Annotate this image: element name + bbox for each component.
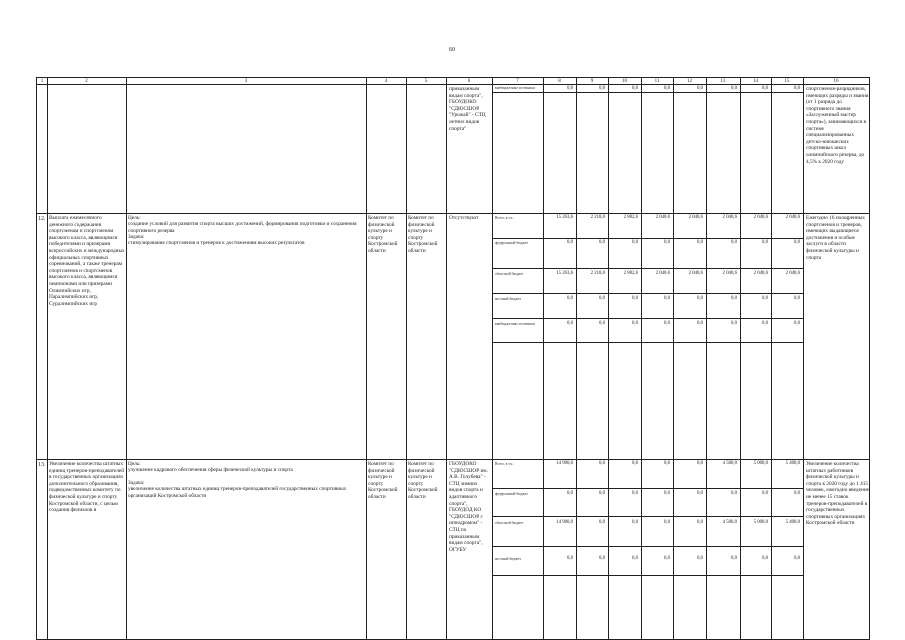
col-border-left xyxy=(36,77,37,640)
row13-value: 0,0 xyxy=(731,556,737,561)
col-border-15 xyxy=(803,77,804,640)
row12-value: 2 882,6 xyxy=(623,215,638,220)
row12-value: 0,0 xyxy=(567,321,573,326)
row12-goal: создание условий для развития спорта высших достижений, формирования подготовки и сохранения спортивного резерва xyxy=(128,221,357,234)
row13-value: 0,0 xyxy=(599,491,605,496)
row13-value: 0,0 xyxy=(599,461,605,466)
row12-value: 0,0 xyxy=(794,321,800,326)
row12-value: 2 040,6 xyxy=(655,215,670,220)
row12-source-federal: федеральный бюджет xyxy=(495,241,529,245)
header-col-14: 14 xyxy=(753,79,758,84)
row13-value: 0,0 xyxy=(664,520,670,525)
header-col-1: 1 xyxy=(40,79,44,84)
row12-value: 0,0 xyxy=(567,240,573,245)
carry-value: 0,0 xyxy=(697,86,703,91)
row13-value: 0,0 xyxy=(697,520,703,525)
row12-sub-3 xyxy=(492,293,803,294)
row12-value: 0,0 xyxy=(762,240,768,245)
header-col-11: 11 xyxy=(654,79,660,84)
row12-event-name: Выплата ежемесячного денежного содержания спортсменам и спортсменам высокого класса, являющимся победителями и призерами всероссийских и международных официальных спортивных соревнований, а также тренерам спортсменов и спортсменов высокого класса, являющимся чемпионами или призерами Олимпийских игр, Паралимпийских игр, Сурдлимпийских игр xyxy=(49,215,125,307)
row12-value: 15 263,6 xyxy=(556,271,573,276)
carry-value: 0,0 xyxy=(794,86,800,91)
row13-value: 14 900,0 xyxy=(556,520,573,525)
row13-value: 0,0 xyxy=(599,520,605,525)
row13-participants: ГБОУДОКО "СДЮСШОР им. А.В. Голубева" - СТЦ зимних видов спорта и адаптивного спорта", ГБОУДОД КО "СДЮСШОР с ипподромом" - СТЦ по приказанным видам спорта", ОГУБУ xyxy=(449,461,488,553)
row12-indicator: Ежегодно 16 поощренных спортсменов и тренеров, имеющих выдающиеся достижения и особые заслуги в области физической культуры и спорта xyxy=(806,215,865,261)
row13-sub-1 xyxy=(492,488,803,489)
row13-value: 5 400,0 xyxy=(785,520,800,525)
row13-task: увеличение количества штатных единиц тренеров-преподавателей государственных спортивных организаций Костромской области xyxy=(128,486,347,499)
carry-executor: приказанным видам спорта", ГБОУДОКО "СДЮСШОР "Урожай" - СТЦ летних видов спорта" xyxy=(449,86,486,132)
row12-value: 2 218,0 xyxy=(590,215,605,220)
row12-value: 15 263,6 xyxy=(556,215,573,220)
row12-value: 2 040,6 xyxy=(785,271,800,276)
carry-value: 0,0 xyxy=(567,86,573,91)
carry-indicator: спортсменов-разрядников, имеющих разряды и звания (от 1 разряда до спортивного звания «Заслуженный мастер спорта»), занимающихся в системе специализированных детско-юношеских спортивных школ олимпийского резерва, до 4,5% к 2020 году xyxy=(806,86,869,165)
row13-top-border xyxy=(36,459,870,460)
row12-value: 0,0 xyxy=(697,321,703,326)
row13-value: 0,0 xyxy=(697,556,703,561)
carry-sub-1 xyxy=(492,92,803,93)
carry-value: 0,0 xyxy=(664,86,670,91)
row12-participants: Отсутствуют xyxy=(449,215,479,221)
row12-value: 0,0 xyxy=(762,321,768,326)
header-col-12: 12 xyxy=(687,79,692,84)
header-col-5: 5 xyxy=(424,79,428,84)
row13-value: 0,0 xyxy=(794,491,800,496)
row12-task: стимулирование спортсменов и тренеров к достижениям высоких результатов xyxy=(128,240,305,246)
row13-value: 5 400,0 xyxy=(785,461,800,466)
header-col-13: 13 xyxy=(720,79,726,84)
row12-value: 0,0 xyxy=(632,296,638,301)
row12-value: 0,0 xyxy=(599,296,605,301)
row13-value: 5 000,0 xyxy=(753,461,768,466)
row12-sub-4 xyxy=(492,318,803,319)
row13-responsible: Комитет по физической культуре и спорту Костромской области xyxy=(368,461,398,500)
row13-value: 0,0 xyxy=(664,491,670,496)
row13-indicator: Увеличение количества штатных работников физической культуры и спорта к 2020 году до 1 415 человек, ежегодно введение не менее 15 ставок тренеров-преподавателей в государственных спортивных организациях Костромской области xyxy=(806,461,869,527)
row12-value: 2 040,6 xyxy=(688,271,703,276)
row12-value: 0,0 xyxy=(664,321,670,326)
page-number: 60 xyxy=(449,47,455,53)
row12-value: 0,0 xyxy=(697,296,703,301)
header-col-2: 2 xyxy=(85,79,88,84)
header-col-7: 7 xyxy=(516,79,519,84)
row12-sub-2 xyxy=(492,268,803,269)
row13-value: 0,0 xyxy=(697,461,703,466)
col-border-1 xyxy=(47,77,48,640)
header-col-15: 15 xyxy=(784,79,790,84)
row13-value: 14 900,0 xyxy=(556,461,573,466)
row12-value: 0,0 xyxy=(599,321,605,326)
header-col-4: 4 xyxy=(384,79,388,84)
row13-source-local: местный бюджет xyxy=(495,557,522,561)
header-col-8: 8 xyxy=(558,79,561,84)
row12-responsible: Комитет по физической культуре и спорту Костромской области xyxy=(368,215,398,254)
row12-source-total: Всего, в т.ч.: xyxy=(495,216,515,220)
row12-value: 2 040,6 xyxy=(753,215,768,220)
row12-source-extrabudget: внебюджетные источники xyxy=(495,322,535,326)
row13-sub-3 xyxy=(492,546,803,547)
header-col-6: 6 xyxy=(467,79,471,84)
row13-value: 0,0 xyxy=(632,556,638,561)
row13-value: 0,0 xyxy=(567,556,573,561)
row12-coexecutor: Комитет по физической культуре и спорту Костромской области xyxy=(408,215,438,254)
row13-value: 0,0 xyxy=(697,491,703,496)
header-bottom-border xyxy=(36,84,870,85)
row12-value: 2 040,6 xyxy=(753,271,768,276)
col-border-5 xyxy=(446,77,447,640)
row12-value: 2 040,6 xyxy=(722,271,737,276)
row13-value: 0,0 xyxy=(632,520,638,525)
row13-value: 0,0 xyxy=(599,556,605,561)
carry-source-label: внебюджетные источники xyxy=(495,86,535,90)
row12-value: 0,0 xyxy=(794,296,800,301)
row13-goal: улучшение кадрового обеспечения сферы физической культуры и спорта xyxy=(128,467,293,473)
row12-value: 2 040,6 xyxy=(785,215,800,220)
row13-value: 0,0 xyxy=(664,461,670,466)
row13-coexecutor: Комитет по физической культуре и спорту Костромской области xyxy=(408,461,438,500)
row13-value: 0,0 xyxy=(664,556,670,561)
carry-value: 0,0 xyxy=(731,86,737,91)
row13-value: 0,0 xyxy=(762,556,768,561)
row13-sub-2 xyxy=(492,516,803,517)
row12-goal-label: Цель: xyxy=(128,215,141,221)
row12-value: 2 882,6 xyxy=(623,271,638,276)
row12-value: 2 040,6 xyxy=(655,271,670,276)
row12-value: 0,0 xyxy=(632,321,638,326)
row13-source-regional: областной бюджет xyxy=(495,521,524,525)
row12-task-label: Задача: xyxy=(128,234,145,240)
row12-sub-5 xyxy=(492,342,803,343)
col-border-2 xyxy=(126,77,127,640)
row13-goal-label: Цель: xyxy=(128,461,141,467)
row13-event-name: Увеличение количества штатных единиц тренеров-преподавателей в государственных организациях дополнительного образования, подведомственных комитету по физической культуре и спорту Костромской области, с целью создания филиалов в xyxy=(49,461,125,514)
carry-value: 0,0 xyxy=(599,86,605,91)
row12-value: 2 040,6 xyxy=(722,215,737,220)
col-border-4 xyxy=(406,77,407,640)
row12-value: 0,0 xyxy=(794,240,800,245)
row12-value: 2 040,6 xyxy=(688,215,703,220)
carry-value: 0,0 xyxy=(632,86,638,91)
row12-number: 12. xyxy=(38,216,46,222)
row12-value: 0,0 xyxy=(697,240,703,245)
row12-value: 0,0 xyxy=(731,240,737,245)
row12-sub-1 xyxy=(492,238,803,239)
row13-source-federal: федеральный бюджет xyxy=(495,492,529,496)
table-top-border xyxy=(36,77,870,78)
row13-value: 4 500,0 xyxy=(722,461,737,466)
header-col-16: 16 xyxy=(833,79,839,84)
carry-value: 0,0 xyxy=(762,86,768,91)
row13-number: 13. xyxy=(38,462,46,468)
row13-value: 0,0 xyxy=(567,491,573,496)
row13-value: 0,0 xyxy=(762,491,768,496)
row12-value: 0,0 xyxy=(731,321,737,326)
header-col-9: 9 xyxy=(590,79,594,84)
row12-value: 2 218,0 xyxy=(590,271,605,276)
col-border-right xyxy=(869,77,870,640)
row13-value: 5 000,0 xyxy=(753,520,768,525)
col-border-3 xyxy=(366,77,367,640)
row13-value: 0,0 xyxy=(632,491,638,496)
header-col-10: 10 xyxy=(622,79,627,84)
col-border-6 xyxy=(492,77,493,640)
row12-source-regional: областной бюджет xyxy=(495,272,524,276)
row12-value: 0,0 xyxy=(664,296,670,301)
row13-value: 0,0 xyxy=(794,556,800,561)
row12-value: 0,0 xyxy=(599,240,605,245)
row12-value: 0,0 xyxy=(762,296,768,301)
row13-task-label: Задача: xyxy=(128,480,145,486)
row12-source-local: местный бюджет xyxy=(495,297,522,301)
row13-value: 4 500,0 xyxy=(722,520,737,525)
header-col-3: 3 xyxy=(244,79,248,84)
row13-source-total: Всего, в т.ч.: xyxy=(495,462,515,466)
row12-value: 0,0 xyxy=(664,240,670,245)
row13-value: 0,0 xyxy=(731,491,737,496)
row12-value: 0,0 xyxy=(731,296,737,301)
row13-sub-4 xyxy=(492,575,803,576)
row12-value: 0,0 xyxy=(632,240,638,245)
row12-top-border xyxy=(36,213,870,214)
row12-value: 0,0 xyxy=(567,296,573,301)
row13-value: 0,0 xyxy=(632,461,638,466)
